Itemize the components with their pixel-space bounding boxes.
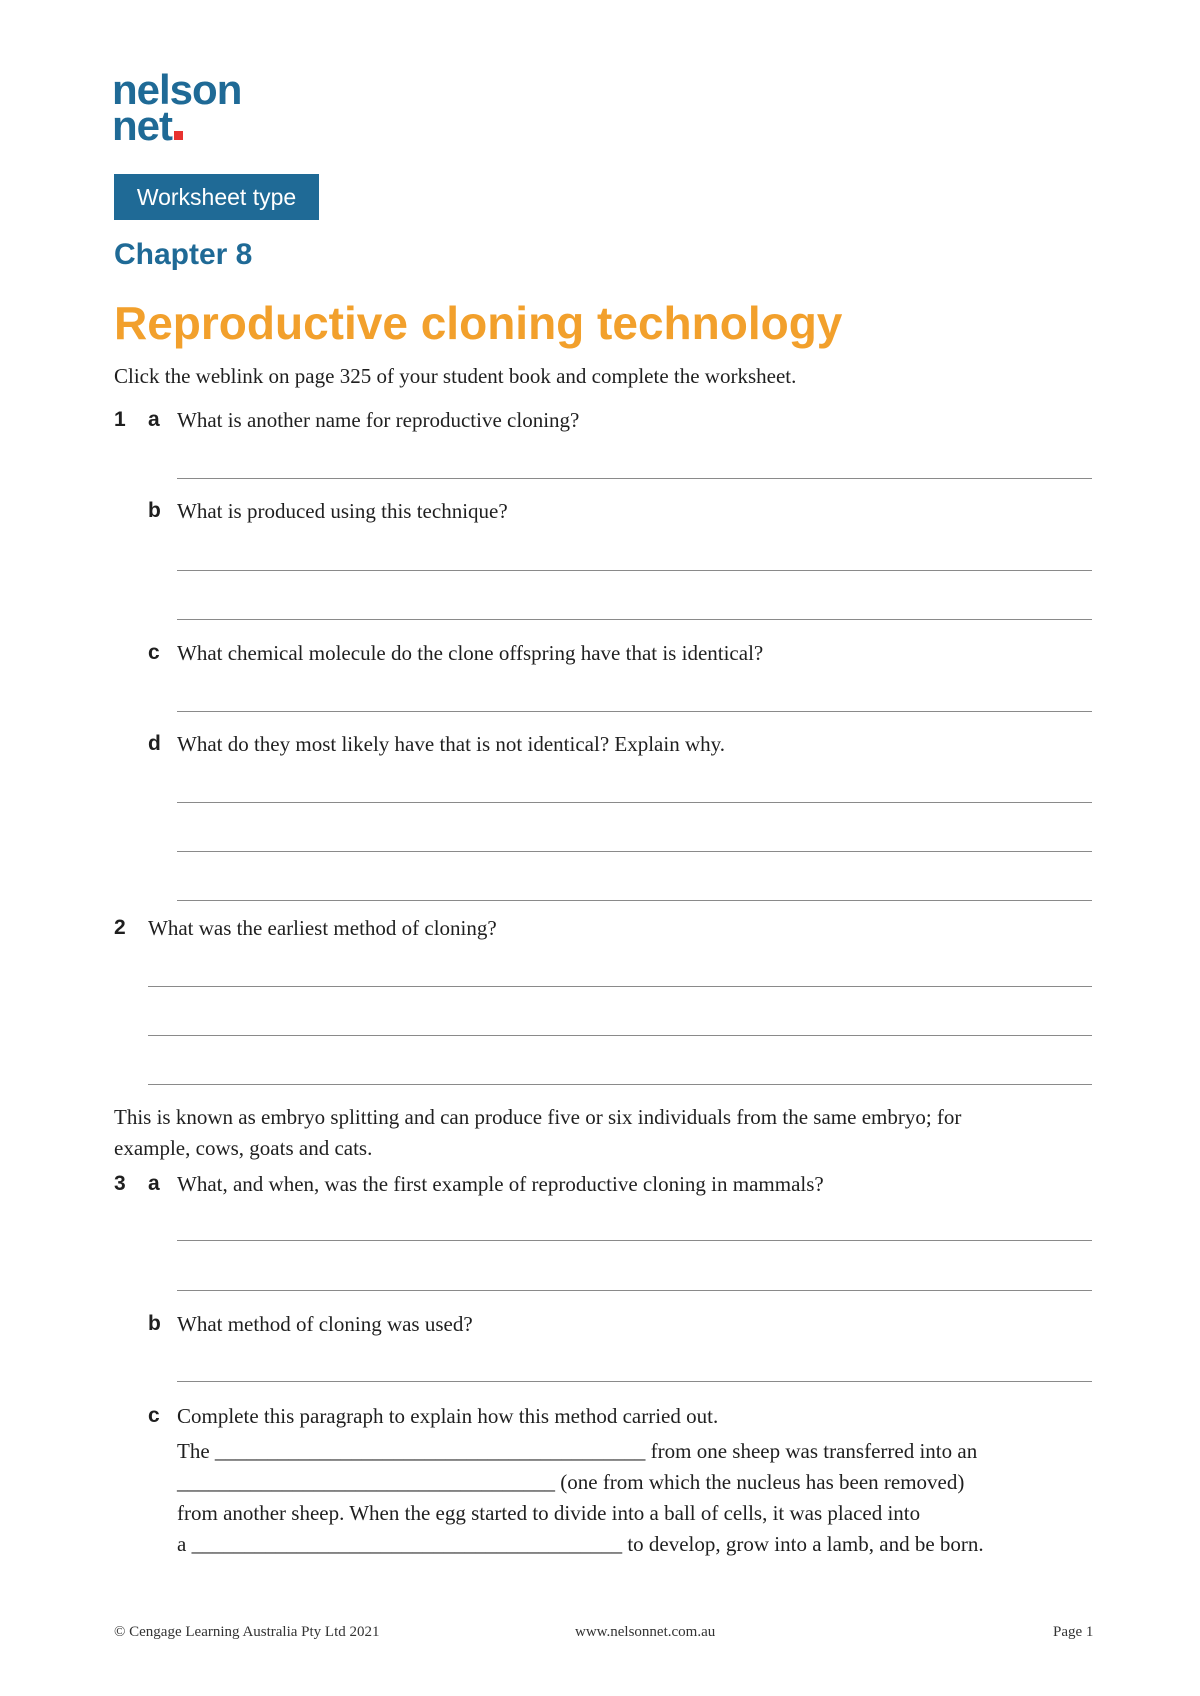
answer-line[interactable] [177,802,1092,803]
logo-dot-icon [174,131,183,140]
q3c-paragraph-line-3: from another sheep. When the egg started to divide into a ball of cells, it was placed into [177,1501,921,1525]
page-title: Reproductive cloning technology [114,297,843,349]
answer-line[interactable] [177,478,1092,479]
nelsonnet-logo [112,66,272,152]
note-text-line-1: This is known as embryo splitting and can produce five or six individuals from the same embryo; for [114,1105,962,1129]
q3a-letter: a [148,1172,160,1195]
q2-number: 2 [114,916,126,939]
answer-line[interactable] [177,711,1092,712]
q1c-letter: c [148,641,160,664]
q3a-text: What, and when, was the first example of reproductive cloning in mammals? [177,1172,824,1196]
footer-page-number: Page 1 [1053,1624,1094,1640]
q3c-paragraph-line-2[interactable]: ____________________________________ (one from which the nucleus has been removed) [177,1470,965,1494]
q1d-letter: d [148,732,161,755]
answer-line[interactable] [177,570,1092,571]
answer-line[interactable] [148,986,1092,987]
q3c-letter: c [148,1404,160,1427]
answer-line[interactable] [177,900,1092,901]
footer-copyright: © Cengage Learning Australia Pty Ltd 2021 [114,1624,380,1640]
note-text-line-2: example, cows, goats and cats. [114,1136,373,1160]
q3c-paragraph-line-4[interactable]: a _________________________________________ to develop, grow into a lamb, and be born. [177,1532,984,1556]
q1a-text: What is another name for reproductive cloning? [177,408,580,432]
logo-line-1: nelson [112,66,242,113]
answer-line[interactable] [177,1381,1092,1382]
q1b-text: What is produced using this technique? [177,499,508,523]
answer-line[interactable] [177,851,1092,852]
answer-line[interactable] [177,1240,1092,1241]
q3-number: 3 [114,1172,126,1195]
q1d-text: What do they most likely have that is not identical? Explain why. [177,732,726,756]
intro-text: Click the weblink on page 325 of your student book and complete the worksheet. [114,364,797,388]
answer-line[interactable] [148,1084,1092,1085]
footer-url[interactable]: www.nelsonnet.com.au [575,1624,716,1640]
worksheet-type-badge: Worksheet type [114,174,319,220]
q1a-letter: a [148,408,160,431]
answer-line[interactable] [177,619,1092,620]
q3b-letter: b [148,1312,161,1335]
chapter-heading: Chapter 8 [114,238,253,271]
q3b-text: What method of cloning was used? [177,1312,473,1336]
q1b-letter: b [148,499,161,522]
q2-text: What was the earliest method of cloning? [148,916,497,940]
answer-line[interactable] [148,1035,1092,1036]
logo-line-2: net [112,108,272,144]
q3c-text: Complete this paragraph to explain how this method carried out. [177,1404,719,1428]
q1-number: 1 [114,408,126,431]
answer-line[interactable] [177,1290,1092,1291]
q1c-text: What chemical molecule do the clone offspring have that is identical? [177,641,764,665]
q3c-paragraph-line-1[interactable]: The _________________________________________ from one sheep was transferred into an [177,1439,978,1463]
